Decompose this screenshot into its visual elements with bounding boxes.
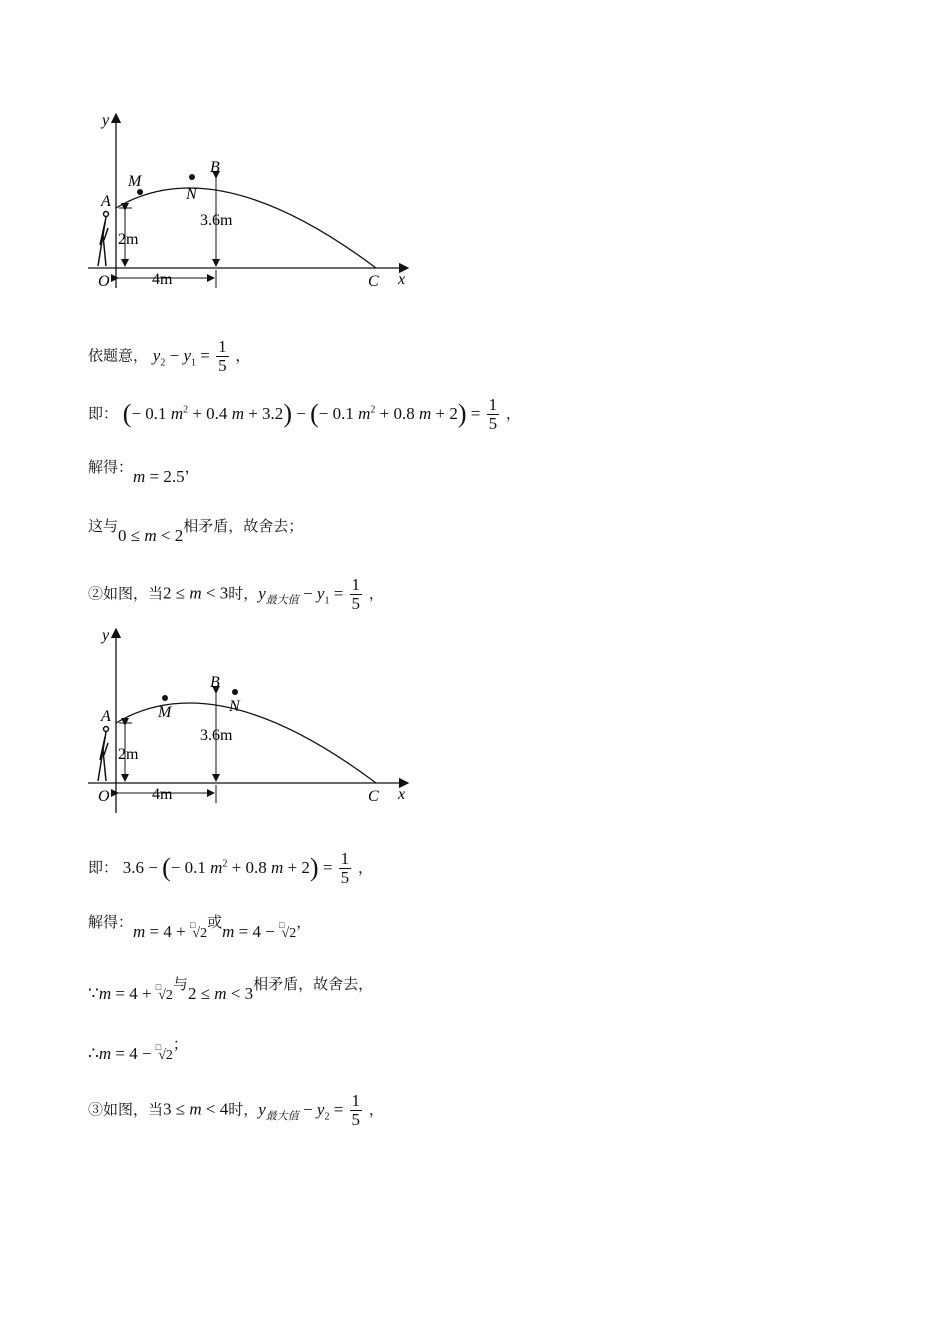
label-b: B	[210, 159, 220, 176]
fraction: $\frac{1}{5}$	[351, 1091, 361, 1129]
label-a: A	[101, 193, 111, 210]
line-4: 这与0 ≤ m < 2相矛盾，故舍去；	[88, 517, 304, 545]
line-7: 解得：m = 4 + □√2或m = 4 − □√2，	[88, 913, 312, 941]
line-6: 即： 3.6 − (− 0.1 $m^2 + 0.8$ m + 2) = $\frac{1}{5}$ ，	[88, 849, 373, 887]
label-n: N	[186, 186, 197, 203]
label-y: y	[102, 627, 110, 644]
line-10: ③如图，当3 ≤ m < 4时，$y_{最大值} - y_2$ = $\frac{1}{5}$ ，	[88, 1091, 384, 1129]
label-m: M	[158, 704, 172, 721]
label-2m: 2m	[118, 231, 139, 248]
label-36m: 3.6m	[200, 212, 233, 229]
trajectory-figure-2	[86, 625, 416, 815]
label-o: O	[98, 788, 110, 805]
fraction: $\frac{1}{5}$	[488, 395, 498, 433]
line-2: 即： (− 0.1 $m^2 + 0.4$ m + 3.2) − (− 0.1 $m^2 + 0.8$ m + 2) = $\frac{1}{5}$ ，	[88, 395, 521, 433]
point-m	[162, 695, 168, 701]
line-9: ∴m = 4 − □√2；	[88, 1035, 188, 1063]
label-4m: 4m	[152, 786, 173, 803]
label-n: N	[229, 698, 240, 715]
label-x: x	[398, 271, 406, 288]
athlete-icon	[98, 727, 109, 782]
parabola	[116, 703, 376, 783]
fraction: $\frac{1}{5}$	[218, 337, 227, 375]
label-m: M	[128, 173, 142, 190]
point-n	[189, 174, 195, 180]
label-4m: 4m	[152, 271, 173, 288]
line-8: ∵m = 4 + □√2与2 ≤ m < 3相矛盾，故舍去，	[88, 975, 374, 1003]
label-c: C	[368, 788, 379, 805]
label-2m: 2m	[118, 746, 139, 763]
label-c: C	[368, 273, 379, 290]
fraction: $\frac{1}{5}$	[340, 849, 350, 887]
parabola	[116, 188, 376, 268]
point-n	[232, 689, 238, 695]
label-b: B	[210, 674, 220, 691]
line-5: ②如图，当2 ≤ m < 3时，$y_{最大值} - y_1$ = $\frac{1}{5}$ ，	[88, 575, 384, 613]
line-3: 解得：m = 2.5，	[88, 458, 200, 486]
label-x: x	[398, 786, 406, 803]
label-36m: 3.6m	[200, 727, 233, 744]
line-1: 依题意， $y_2 - y_1$ = $\frac{1}{5}$ ，	[88, 337, 251, 375]
label-o: O	[98, 273, 110, 290]
label-a: A	[101, 708, 111, 725]
athlete-icon	[98, 212, 109, 267]
label-y: y	[102, 112, 110, 129]
fraction: $\frac{1}{5}$	[351, 575, 361, 613]
trajectory-figure-1	[86, 110, 416, 300]
